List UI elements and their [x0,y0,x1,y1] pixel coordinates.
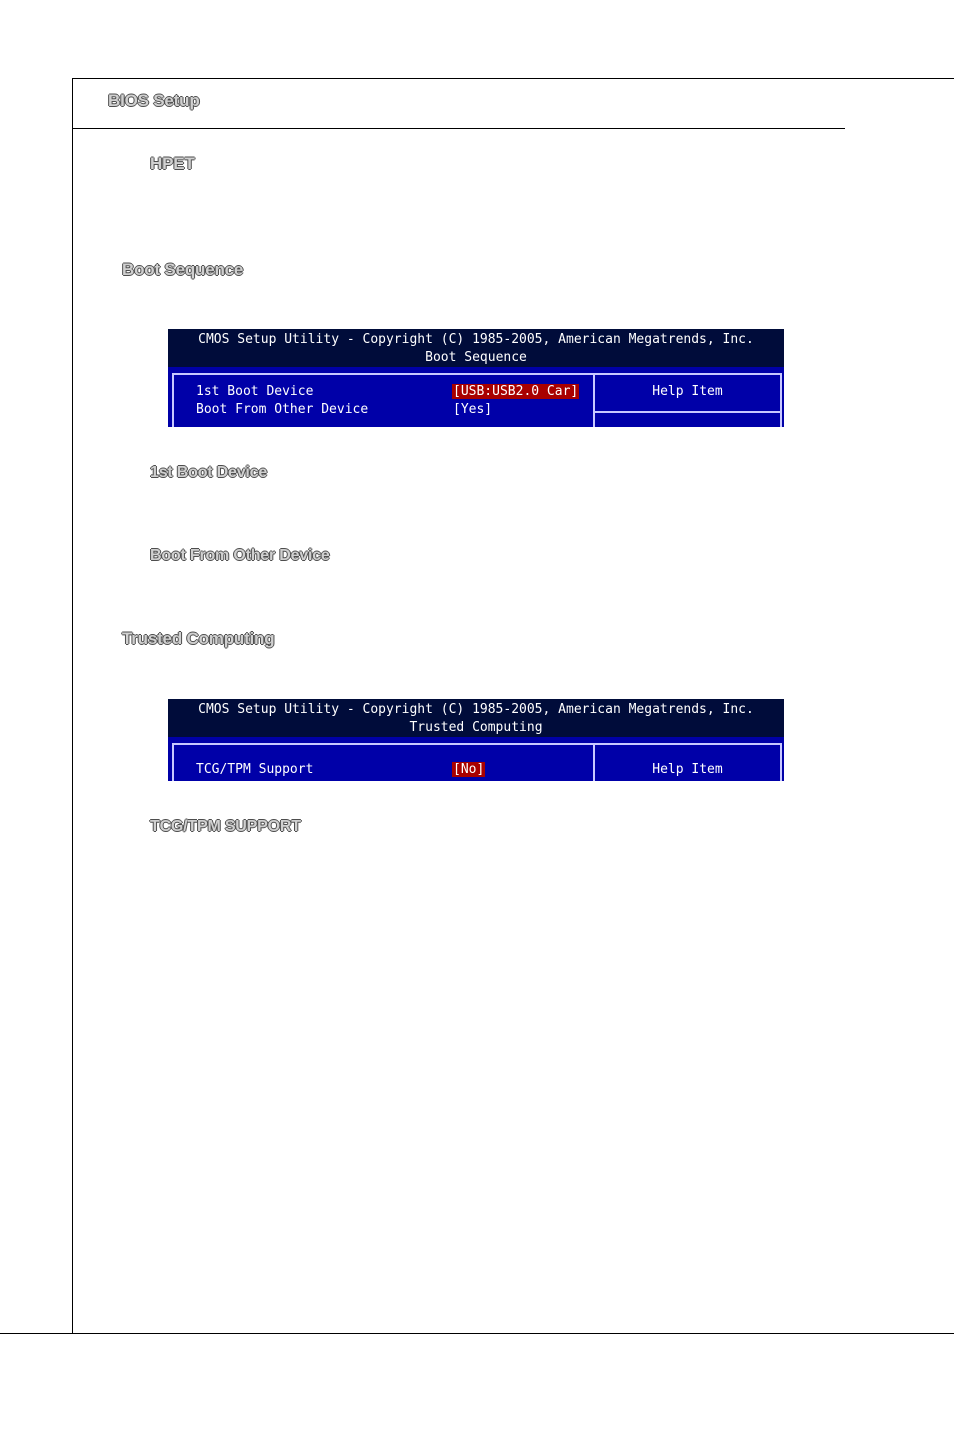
left-margin-rule [72,78,73,1334]
bios-item-value[interactable]: [Yes] [453,402,493,417]
page-header: BIOS Setup [108,91,200,110]
heading-boot-sequence: Boot Sequence [122,260,244,279]
top-rule [72,78,954,79]
bios-title-bar [168,699,784,737]
bios-screen-title: Trusted Computing [409,720,543,735]
bios-panel-frame [172,743,782,781]
heading-1st-boot-device: 1st Boot Device [150,464,268,481]
header-underline-rule [72,128,845,129]
bios-column-divider [593,375,595,427]
bios-item-label[interactable]: 1st Boot Device [196,384,314,399]
heading-tcg-tpm-support: TCG/TPM SUPPORT [150,818,301,835]
bios-help-item-label: Help Item [652,384,723,399]
bottom-rule [0,1333,954,1334]
bios-settings-panel [168,737,784,781]
bios-title-bar [168,329,784,367]
heading-hpet: HPET [150,154,195,173]
bios-item-value-selected[interactable]: [USB:USB2.0 Car] [453,384,579,399]
heading-trusted-computing: Trusted Computing [122,629,275,648]
bios-help-item-label: Help Item [652,762,723,777]
bios-screen-boot-sequence [168,329,784,427]
heading-boot-from-other-device: Boot From Other Device [150,547,330,564]
bios-settings-panel [168,367,784,427]
bios-utility-title: CMOS Setup Utility - Copyright (C) 1985-2005, American Megatrends, Inc. [198,702,754,717]
bios-screen-title: Boot Sequence [425,350,527,365]
bios-utility-title: CMOS Setup Utility - Copyright (C) 1985-2005, American Megatrends, Inc. [198,332,754,347]
bios-item-label[interactable]: TCG/TPM Support [196,762,314,777]
bios-item-label[interactable]: Boot From Other Device [196,402,369,417]
bios-item-value-selected[interactable]: [No] [453,762,485,777]
bios-screen-trusted-computing [168,699,784,781]
bios-panel-frame [172,373,782,427]
bios-help-divider [593,411,780,413]
